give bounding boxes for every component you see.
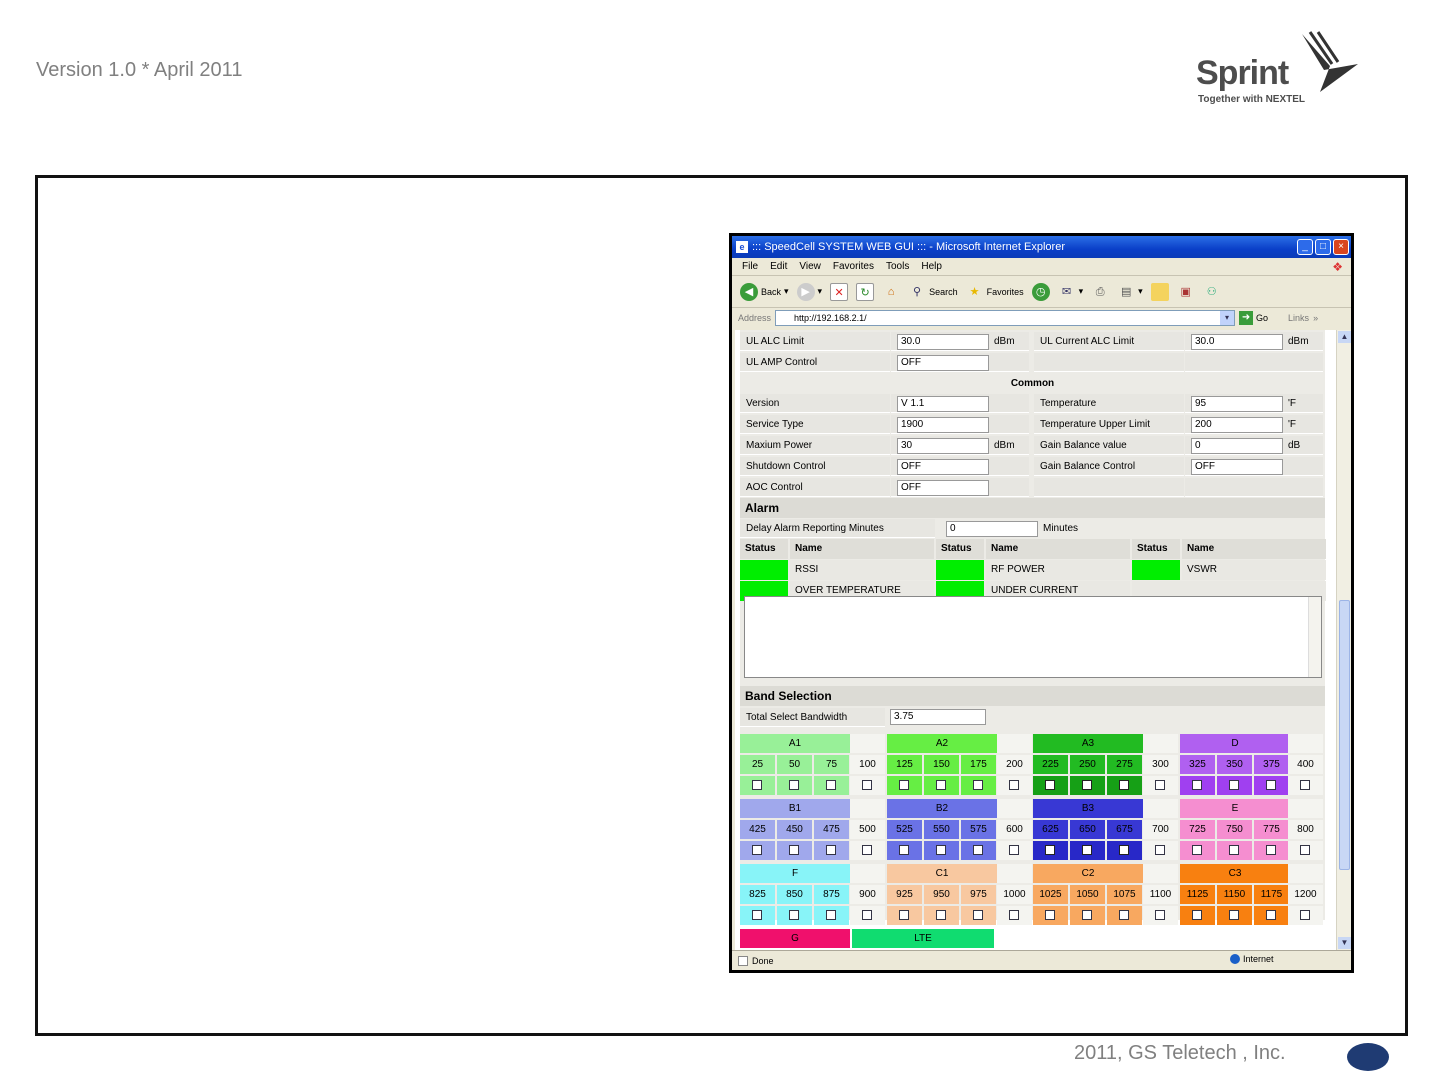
band-gap-checkbox[interactable]	[1155, 845, 1165, 855]
band-block-header: E	[1180, 799, 1290, 818]
band-gap-header	[850, 864, 885, 883]
band-checkbox[interactable]	[1266, 845, 1276, 855]
band-gap-checkbox[interactable]	[1300, 780, 1310, 790]
band-frequency-cell: 775	[1254, 820, 1289, 839]
band-gap-checkbox[interactable]	[1009, 780, 1019, 790]
band-gap-cell: 800	[1288, 820, 1323, 839]
links-chevron-icon[interactable]: »	[1313, 313, 1319, 323]
folder-button[interactable]	[1151, 283, 1169, 301]
search-label: Search	[929, 286, 958, 297]
band-frequency-cell: 650	[1070, 820, 1105, 839]
alarm-name-header: Name	[790, 539, 934, 559]
band-frequency-cell: 425	[740, 820, 775, 839]
favorites-star-icon: ★	[969, 285, 980, 298]
band-frequency-cell: 925	[887, 885, 922, 904]
band-checkbox[interactable]	[1082, 780, 1092, 790]
band-block-header: C3	[1180, 864, 1290, 883]
mail-icon: ✉	[1062, 285, 1072, 298]
setting-value-cell	[1185, 478, 1323, 497]
alarm-status-indicator	[936, 560, 984, 580]
band-frequency-cell: 825	[740, 885, 775, 904]
band-frequency-cell: 275	[1107, 755, 1142, 774]
band-block-header: C2	[1033, 864, 1143, 883]
band-gap-checkbox[interactable]	[1155, 910, 1165, 920]
history-button[interactable]	[1032, 283, 1050, 301]
band-checkbox[interactable]	[1082, 845, 1092, 855]
band-frequency-cell: 875	[814, 885, 849, 904]
band-checkbox[interactable]	[973, 845, 983, 855]
band-frequency-cell: 325	[1180, 755, 1215, 774]
setting-input[interactable]: 30.0	[897, 334, 989, 350]
band-frequency-cell: 525	[887, 820, 922, 839]
history-icon: ◷	[1032, 283, 1050, 301]
band-block-header: B3	[1033, 799, 1143, 818]
messenger-icon: ⚇	[1206, 285, 1217, 298]
band-checkbox[interactable]	[899, 845, 909, 855]
band-frequency-cell: 25	[740, 755, 775, 774]
band-checkbox[interactable]	[1266, 780, 1276, 790]
band-checkbox[interactable]	[826, 780, 836, 790]
print-icon: ⎙	[1095, 285, 1105, 298]
setting-label: Temperature	[1034, 394, 1184, 413]
band-checkbox[interactable]	[973, 780, 983, 790]
research-icon: ▣	[1180, 285, 1191, 298]
band-gap-header	[850, 734, 885, 753]
band-checkbox[interactable]	[789, 910, 799, 920]
band-frequency-cell: 125	[887, 755, 922, 774]
toolbar	[732, 276, 1351, 308]
edit-button[interactable]: ▤ ▾	[1117, 283, 1143, 301]
delay-label: Delay Alarm Reporting Minutes	[740, 519, 935, 538]
band-frequency-cell: 850	[777, 885, 812, 904]
setting-input[interactable]: OFF	[897, 459, 989, 475]
band-checkbox[interactable]	[1192, 910, 1202, 920]
band-gap-checkbox[interactable]	[1009, 910, 1019, 920]
address-bar	[732, 308, 1351, 328]
band-checkbox[interactable]	[1045, 845, 1055, 855]
address-dropdown-icon[interactable]: ▾	[1220, 311, 1234, 325]
forward-button[interactable]: ▶ ▾	[797, 283, 823, 301]
band-frequency-cell: 175	[961, 755, 996, 774]
back-label: Back	[761, 286, 782, 297]
band-gap-header	[1288, 864, 1323, 883]
setting-label: UL Current ALC Limit	[1034, 332, 1184, 351]
band-checkbox[interactable]	[1229, 910, 1239, 920]
band-gap-header	[997, 799, 1032, 818]
page-indicator	[1347, 1043, 1389, 1071]
band-checkbox[interactable]	[789, 780, 799, 790]
stop-button[interactable]	[830, 283, 848, 301]
band-checkbox[interactable]	[1229, 845, 1239, 855]
delay-input[interactable]: 0	[946, 521, 1038, 537]
band-gap-header	[1288, 799, 1323, 818]
go-arrow-icon: ➜	[1239, 311, 1253, 325]
band-frequency-cell: 75	[814, 755, 849, 774]
sprint-logo	[1196, 30, 1366, 110]
close-button[interactable]: ×	[1333, 239, 1349, 255]
band-checkbox[interactable]	[936, 780, 946, 790]
band-frequency-cell: 475	[814, 820, 849, 839]
setting-input[interactable]: 30.0	[1191, 334, 1283, 350]
mail-button[interactable]: ✉ ▾	[1058, 283, 1084, 301]
setting-label: Gain Balance Control	[1034, 457, 1184, 476]
band-gap-cell: 700	[1143, 820, 1178, 839]
slide-footer: 2011, GS Teletech , Inc.	[1074, 1042, 1286, 1064]
forward-arrow-icon: ▶	[797, 283, 815, 301]
band-gap-checkbox[interactable]	[862, 845, 872, 855]
alarm-name-header: Name	[1182, 539, 1326, 559]
band-checkbox[interactable]	[973, 910, 983, 920]
band-block-header: D	[1180, 734, 1290, 753]
band-gap-checkbox[interactable]	[1300, 910, 1310, 920]
band-checkbox[interactable]	[1119, 910, 1129, 920]
setting-input[interactable]: OFF	[897, 480, 989, 496]
band-frequency-cell: 150	[924, 755, 959, 774]
band-checkbox[interactable]	[1119, 845, 1129, 855]
setting-input[interactable]: 0	[1191, 438, 1283, 454]
band-block-header: A1	[740, 734, 850, 753]
total-bandwidth-label: Total Select Bandwidth	[740, 708, 885, 727]
band-gap-header	[997, 864, 1032, 883]
band-frequency-cell: 1050	[1070, 885, 1105, 904]
alarm-status-header: Status	[936, 539, 984, 559]
band-checkbox[interactable]	[936, 845, 946, 855]
setting-label: UL AMP Control	[740, 353, 890, 372]
menu-bar	[732, 258, 1351, 276]
scrollbar-thumb[interactable]	[1339, 600, 1350, 870]
band-gap-cell: 1200	[1288, 885, 1323, 904]
alarm-name: OVER TEMPERATURE	[790, 581, 934, 601]
band-checkbox[interactable]	[752, 910, 762, 920]
band-gap-checkbox[interactable]	[862, 780, 872, 790]
setting-label: AOC Control	[740, 478, 890, 497]
band-frequency-cell: 950	[924, 885, 959, 904]
stop-icon: ✕	[830, 283, 848, 301]
setting-unit: 'F	[1288, 419, 1297, 430]
band-gap-header	[850, 799, 885, 818]
go-label: Go	[1256, 313, 1269, 323]
menu-tools[interactable]: Tools	[885, 261, 910, 272]
setting-label	[1034, 353, 1184, 372]
band-checkbox[interactable]	[1045, 910, 1055, 920]
address-value: http://192.168.2.1/	[794, 313, 867, 323]
setting-input[interactable]: 95	[1191, 396, 1283, 412]
band-checkbox[interactable]	[936, 910, 946, 920]
alarm-status-header: Status	[740, 539, 788, 559]
window-titlebar[interactable]	[732, 236, 1351, 258]
back-arrow-icon: ◀	[740, 283, 758, 301]
setting-unit: dB	[1288, 440, 1301, 451]
band-gap-header	[1143, 734, 1178, 753]
band-frequency-cell: 1025	[1033, 885, 1068, 904]
band-gap-checkbox[interactable]	[1300, 845, 1310, 855]
setting-input[interactable]: OFF	[897, 355, 989, 371]
slide-version: Version 1.0 * April 2011	[36, 59, 243, 81]
search-button[interactable]	[908, 283, 958, 301]
band-gap-checkbox[interactable]	[862, 910, 872, 920]
setting-input[interactable]: 30	[897, 438, 989, 454]
menu-file[interactable]: File	[742, 261, 759, 272]
band-frequency-cell: 375	[1254, 755, 1289, 774]
band-frequency-cell: 550	[924, 820, 959, 839]
band-checkbox[interactable]	[826, 910, 836, 920]
minimize-button[interactable]: _	[1297, 239, 1313, 255]
band-frequency-cell: 350	[1217, 755, 1252, 774]
band-checkbox[interactable]	[752, 780, 762, 790]
internet-globe-icon	[1230, 954, 1240, 964]
page-scrollbar[interactable]	[1336, 330, 1351, 950]
setting-value-cell	[1185, 353, 1323, 372]
edit-page-icon: ▤	[1120, 285, 1132, 298]
alarm-log-textarea[interactable]	[744, 596, 1322, 678]
alarm-status-indicator	[740, 560, 788, 580]
band-frequency-cell: 750	[1217, 820, 1252, 839]
band-gap-cell: 600	[997, 820, 1032, 839]
setting-label: Shutdown Control	[740, 457, 890, 476]
band-block-header: A3	[1033, 734, 1143, 753]
maximize-button[interactable]: □	[1315, 239, 1331, 255]
home-icon: ⌂	[887, 285, 895, 298]
band-gap-header	[1143, 799, 1178, 818]
refresh-button[interactable]	[856, 283, 874, 301]
setting-label: Gain Balance value	[1034, 436, 1184, 455]
setting-input[interactable]: V 1.1	[897, 396, 989, 412]
scroll-up-icon[interactable]: ▲	[1338, 331, 1351, 343]
band-checkbox[interactable]	[1119, 780, 1129, 790]
band-checkbox[interactable]	[1192, 780, 1202, 790]
ie-page-icon: e	[736, 241, 748, 253]
band-block-header: B1	[740, 799, 850, 818]
sprint-wing-icon	[1300, 30, 1362, 102]
favorites-label: Favorites	[986, 286, 1024, 297]
band-gap-header	[997, 734, 1032, 753]
logo-word: Sprint	[1196, 54, 1289, 92]
band-frequency-cell: 1150	[1217, 885, 1252, 904]
menu-edit[interactable]: Edit	[770, 261, 788, 272]
status-page-icon	[738, 956, 748, 966]
band-checkbox[interactable]	[899, 780, 909, 790]
band-checkbox[interactable]	[1045, 780, 1055, 790]
band-gap-cell: 1000	[997, 885, 1032, 904]
band-gap-checkbox[interactable]	[1155, 780, 1165, 790]
setting-label: Maxium Power	[740, 436, 890, 455]
band-checkbox[interactable]	[899, 910, 909, 920]
band-frequency-cell: 1075	[1107, 885, 1142, 904]
band-g-header: G	[740, 929, 850, 948]
band-block-header: A2	[887, 734, 997, 753]
band-gap-cell: 500	[850, 820, 885, 839]
print-button[interactable]	[1091, 283, 1109, 301]
band-block-header: F	[740, 864, 850, 883]
band-frequency-cell: 675	[1107, 820, 1142, 839]
page-content	[735, 330, 1337, 950]
menu-favorites[interactable]: Favorites	[832, 261, 874, 272]
band-frequency-cell: 250	[1070, 755, 1105, 774]
setting-input[interactable]: 1900	[897, 417, 989, 433]
textarea-scrollbar[interactable]	[1308, 597, 1321, 677]
band-gap-cell: 400	[1288, 755, 1323, 774]
setting-label: Version	[740, 394, 890, 413]
band-block-header: C1	[887, 864, 997, 883]
band-checkbox[interactable]	[1082, 910, 1092, 920]
common-heading: Common	[1010, 378, 1055, 389]
band-gap-cell: 100	[850, 755, 885, 774]
setting-input[interactable]: OFF	[1191, 459, 1283, 475]
favorites-button[interactable]	[966, 283, 1024, 301]
menu-view[interactable]: View	[799, 261, 821, 272]
band-frequency-cell: 225	[1033, 755, 1068, 774]
setting-label: UL ALC Limit	[740, 332, 890, 351]
window-title: ::: SpeedCell SYSTEM WEB GUI ::: - Microsoft Internet Explorer	[752, 241, 1065, 253]
home-button[interactable]	[882, 283, 900, 301]
band-checkbox[interactable]	[1229, 780, 1239, 790]
band-checkbox[interactable]	[1266, 910, 1276, 920]
setting-label	[1034, 478, 1184, 497]
go-button[interactable]	[1239, 311, 1268, 325]
total-bandwidth-input[interactable]: 3.75	[890, 709, 986, 725]
band-checkbox[interactable]	[789, 845, 799, 855]
alarm-name: UNDER CURRENT	[986, 581, 1130, 601]
links-label[interactable]: Links	[1288, 313, 1310, 323]
setting-input[interactable]: 200	[1191, 417, 1283, 433]
band-frequency-cell: 50	[777, 755, 812, 774]
band-selection-heading: Band Selection	[740, 686, 1325, 706]
back-button[interactable]: ◀ Back ▾	[740, 283, 789, 301]
band-frequency-cell: 625	[1033, 820, 1068, 839]
delay-unit: Minutes	[1043, 523, 1079, 534]
band-gap-header	[1288, 734, 1323, 753]
band-frequency-cell: 1175	[1254, 885, 1289, 904]
band-checkbox[interactable]	[1192, 845, 1202, 855]
band-gap-header	[1143, 864, 1178, 883]
menu-help[interactable]: Help	[921, 261, 942, 272]
alarm-heading: Alarm	[740, 498, 1325, 518]
band-gap-checkbox[interactable]	[1009, 845, 1019, 855]
setting-unit: dBm	[1288, 336, 1309, 347]
setting-unit: dBm	[994, 336, 1015, 347]
alarm-status-indicator	[1132, 560, 1180, 580]
alarm-name: RSSI	[790, 560, 934, 580]
band-checkbox[interactable]	[826, 845, 836, 855]
band-frequency-cell: 1125	[1180, 885, 1215, 904]
windows-logo-icon: ❖	[1332, 260, 1343, 274]
band-lte-header: LTE	[852, 929, 994, 948]
setting-label: Service Type	[740, 415, 890, 434]
status-bar	[732, 950, 1351, 970]
logo-tagline: Together with NEXTEL	[1198, 94, 1306, 105]
setting-unit: dBm	[994, 440, 1015, 451]
alarm-status-header: Status	[1132, 539, 1180, 559]
band-gap-cell: 1100	[1143, 885, 1178, 904]
band-frequency-cell: 725	[1180, 820, 1215, 839]
zone-indicator	[1230, 954, 1274, 964]
address-label: Address	[738, 313, 772, 323]
alarm-name-header: Name	[986, 539, 1130, 559]
folder-icon	[1151, 283, 1169, 301]
band-frequency-cell: 575	[961, 820, 996, 839]
alarm-name: VSWR	[1182, 560, 1326, 580]
band-frequency-cell: 450	[777, 820, 812, 839]
alarm-name: RF POWER	[986, 560, 1130, 580]
band-frequency-cell: 975	[961, 885, 996, 904]
refresh-icon: ↻	[856, 283, 874, 301]
ie-window	[729, 233, 1354, 973]
scroll-down-icon[interactable]: ▼	[1338, 937, 1351, 949]
status-text: Done	[752, 955, 774, 966]
band-gap-cell: 300	[1143, 755, 1178, 774]
address-input[interactable]	[775, 310, 1235, 326]
setting-label: Temperature Upper Limit	[1034, 415, 1184, 434]
zone-text: Internet	[1243, 954, 1274, 964]
band-checkbox[interactable]	[752, 845, 762, 855]
band-gap-cell: 200	[997, 755, 1032, 774]
setting-unit: 'F	[1288, 398, 1297, 409]
messenger-button[interactable]	[1203, 283, 1221, 301]
band-block-header: B2	[887, 799, 997, 818]
search-icon: ⚲	[913, 285, 922, 298]
research-button[interactable]	[1177, 283, 1195, 301]
band-gap-cell: 900	[850, 885, 885, 904]
